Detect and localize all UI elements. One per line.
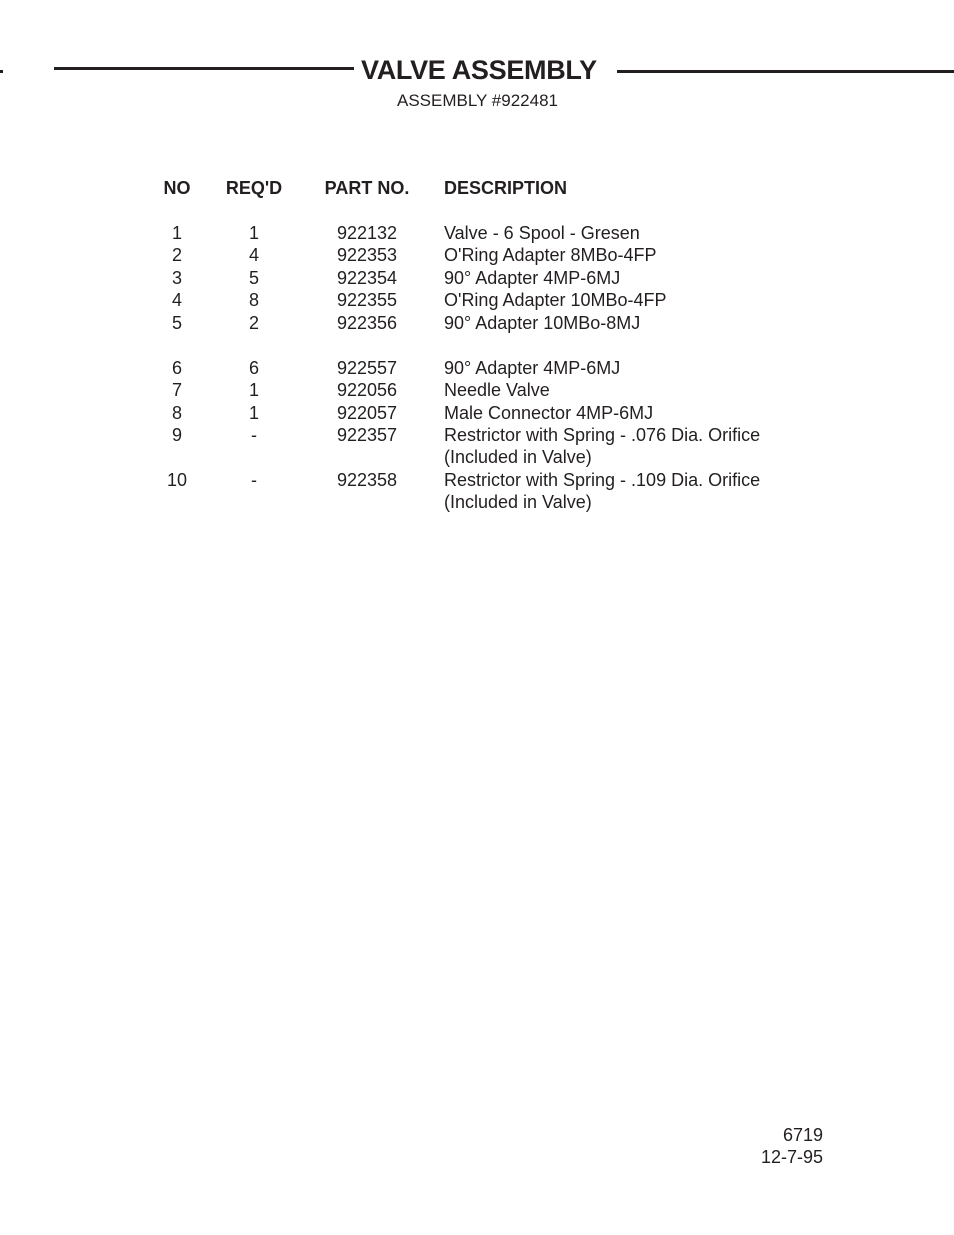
row-description-note: (Included in Valve): [444, 492, 592, 512]
table-row: [0, 424, 954, 470]
row-part-no: 922056: [336, 380, 398, 400]
row-part-no: 922557: [336, 358, 398, 378]
row-no: 4: [171, 290, 182, 310]
page-title: VALVE ASSEMBLY: [361, 55, 597, 85]
row-no: 5: [171, 313, 182, 333]
row-reqd: 1: [248, 223, 259, 243]
row-description: O'Ring Adapter 10MBo-4FP: [444, 290, 667, 310]
row-reqd: -: [251, 425, 257, 445]
row-description: Needle Valve: [444, 380, 550, 400]
row-description: Valve - 6 Spool - Gresen: [444, 223, 640, 243]
row-reqd: 8: [248, 290, 259, 310]
row-description: Restrictor with Spring - .109 Dia. Orifice: [444, 470, 761, 490]
title-rule-left: [54, 67, 354, 70]
table-row: [0, 312, 954, 358]
edge-mark: [0, 70, 3, 73]
row-no: 2: [171, 245, 182, 265]
column-header-description: DESCRIPTION: [444, 178, 568, 198]
row-part-no: 922355: [336, 290, 398, 310]
row-reqd: -: [251, 470, 257, 490]
row-description: Restrictor with Spring - .076 Dia. Orifice: [444, 425, 761, 445]
table-row: [0, 469, 954, 515]
row-no: 6: [171, 358, 182, 378]
row-part-no: 922357: [336, 425, 398, 445]
row-part-no: 922353: [336, 245, 398, 265]
row-no: 7: [171, 380, 182, 400]
row-reqd: 1: [248, 380, 259, 400]
row-part-no: 922132: [336, 223, 398, 243]
column-header-no: NO: [163, 178, 191, 198]
column-header-reqd: REQ'D: [225, 178, 283, 198]
row-description: 90° Adapter 10MBo-8MJ: [444, 313, 641, 333]
row-description: 90° Adapter 4MP-6MJ: [444, 268, 621, 288]
row-description: 90° Adapter 4MP-6MJ: [444, 358, 621, 378]
row-no: 9: [171, 425, 182, 445]
row-part-no: 922356: [336, 313, 398, 333]
row-reqd: 6: [248, 358, 259, 378]
row-no: 8: [171, 403, 182, 423]
row-reqd: 4: [248, 245, 259, 265]
document-number: 6719: [782, 1125, 823, 1145]
title-rule-right: [617, 70, 954, 73]
row-reqd: 2: [248, 313, 259, 333]
row-part-no: 922057: [336, 403, 398, 423]
row-description-note: (Included in Valve): [444, 447, 592, 467]
row-no: 3: [171, 268, 182, 288]
row-part-no: 922358: [336, 470, 398, 490]
assembly-number: ASSEMBLY #922481: [397, 91, 558, 110]
row-reqd: 5: [248, 268, 259, 288]
row-part-no: 922354: [336, 268, 398, 288]
row-reqd: 1: [248, 403, 259, 423]
row-no: 10: [166, 470, 188, 490]
row-description: O'Ring Adapter 8MBo-4FP: [444, 245, 657, 265]
column-header-part-no: PART NO.: [324, 178, 410, 198]
row-no: 1: [171, 223, 182, 243]
document-date: 12-7-95: [760, 1147, 823, 1167]
row-description: Male Connector 4MP-6MJ: [444, 403, 654, 423]
